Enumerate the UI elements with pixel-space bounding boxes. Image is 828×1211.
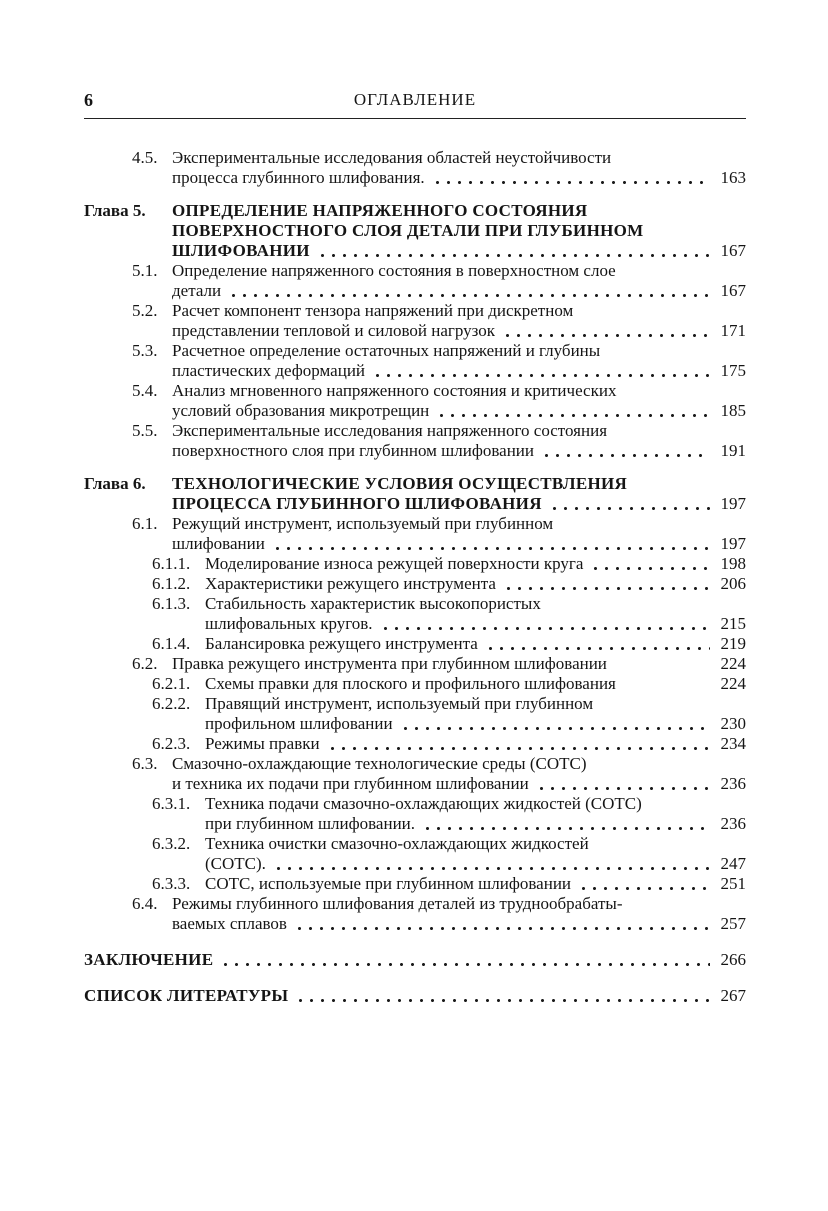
toc-entry-text: Режущий инструмент, используемый при глубинном bbox=[172, 514, 554, 533]
toc-entry-text: шлифовании bbox=[172, 534, 265, 553]
toc-entry-text: Схемы правки для плоского и профильного шлифования bbox=[205, 674, 616, 693]
toc-entry-body bbox=[205, 634, 746, 654]
toc-entry-text: шлифовальных кругов. bbox=[205, 614, 373, 633]
toc-entry-page: 219 bbox=[720, 634, 746, 653]
toc-entry bbox=[84, 894, 746, 934]
page-number: 6 bbox=[84, 90, 93, 110]
dot-leader bbox=[432, 168, 710, 188]
toc-entry-page: 230 bbox=[720, 714, 746, 733]
toc-entry-line bbox=[172, 321, 746, 341]
toc-entry-page: 236 bbox=[720, 814, 746, 833]
toc-entry-text: Стабильность характеристик высокопористых bbox=[205, 594, 541, 613]
toc-entry-body bbox=[172, 514, 746, 554]
toc-entry-line bbox=[205, 614, 746, 634]
toc-entry-label: 6.1.1. bbox=[152, 554, 191, 573]
toc-entry-label: Глава 6. bbox=[84, 474, 146, 493]
toc-entry-body bbox=[205, 554, 746, 574]
dot-leader bbox=[623, 674, 710, 694]
toc-entry-line bbox=[172, 914, 746, 934]
toc-entry-text: Правящий инструмент, используемый при глубинном bbox=[205, 694, 594, 713]
toc-entry-body bbox=[172, 301, 746, 341]
toc-entry bbox=[84, 514, 746, 554]
toc-entry-body bbox=[205, 674, 746, 694]
toc-entry bbox=[84, 201, 746, 261]
toc-entry-label: 5.1. bbox=[132, 261, 158, 280]
dot-leader bbox=[590, 554, 710, 574]
toc-entry-label: 6.2.3. bbox=[152, 734, 191, 753]
toc-entry-line bbox=[172, 381, 746, 401]
toc-entry-body bbox=[172, 894, 746, 934]
toc-entry-line bbox=[172, 421, 746, 441]
dot-leader bbox=[317, 241, 710, 261]
dot-leader bbox=[327, 734, 710, 754]
toc-entry-line bbox=[172, 281, 746, 301]
toc-entry-page: 171 bbox=[720, 321, 746, 340]
toc-entry-text: поверхностного слоя при глубинном шлифовании bbox=[172, 441, 535, 460]
toc-entry-page: 167 bbox=[720, 281, 746, 300]
toc-entry bbox=[84, 634, 746, 654]
toc-entry-line bbox=[172, 514, 746, 534]
page-header bbox=[84, 90, 746, 112]
toc-entry-text: Техника подачи смазочно-охлаждающих жидкостей (СОТС) bbox=[205, 794, 642, 813]
toc-entry-label: 6.2.1. bbox=[152, 674, 191, 693]
toc-entry-body bbox=[172, 381, 746, 421]
toc-entry-body bbox=[172, 421, 746, 461]
page-title: ОГЛАВЛЕНИЕ bbox=[353, 90, 477, 109]
toc-entry-body bbox=[172, 754, 746, 794]
toc-entry bbox=[84, 554, 746, 574]
toc-entry bbox=[84, 694, 746, 734]
toc-entry-label: 4.5. bbox=[132, 148, 158, 167]
toc-entry-line bbox=[205, 594, 746, 614]
toc-entry-page: 198 bbox=[720, 554, 746, 573]
toc-entry-line bbox=[205, 734, 746, 754]
toc-entry-line bbox=[172, 361, 746, 381]
dot-leader bbox=[541, 441, 710, 461]
toc-entry-line bbox=[172, 441, 746, 461]
toc-entry-text: Расчетное определение остаточных напряжений и глубины bbox=[172, 341, 601, 360]
toc-entry-body bbox=[172, 341, 746, 381]
toc-entry-line bbox=[205, 814, 746, 834]
toc-entry-body bbox=[172, 474, 746, 514]
toc-entry-label: 6.2. bbox=[132, 654, 158, 673]
dot-leader bbox=[436, 401, 710, 421]
toc-entry-text: Характеристики режущего инструмента bbox=[205, 574, 496, 593]
toc-entry-text: ПОВЕРХНОСТНОГО СЛОЯ ДЕТАЛИ ПРИ ГЛУБИННОМ bbox=[172, 221, 644, 240]
toc-entry-line bbox=[205, 714, 746, 734]
dot-leader bbox=[220, 950, 710, 970]
toc-entry-line bbox=[205, 634, 746, 654]
toc-entry-text: детали bbox=[172, 281, 222, 300]
toc-entry-text: Расчет компонент тензора напряжений при дискретном bbox=[172, 301, 574, 320]
toc-entry-body bbox=[84, 986, 746, 1006]
toc-entry-body bbox=[205, 594, 746, 634]
dot-leader bbox=[228, 281, 710, 301]
toc-entry-body bbox=[205, 734, 746, 754]
toc-entry bbox=[84, 261, 746, 301]
toc-entry bbox=[84, 381, 746, 421]
toc-entry-page: 266 bbox=[720, 950, 746, 969]
dot-leader bbox=[422, 814, 710, 834]
toc-entry bbox=[84, 421, 746, 461]
toc-entry-page: 206 bbox=[720, 574, 746, 593]
dot-leader bbox=[503, 574, 710, 594]
toc-entry-page: 224 bbox=[720, 674, 746, 693]
dot-leader bbox=[549, 494, 710, 514]
toc-entry-text: ПРОЦЕССА ГЛУБИННОГО ШЛИФОВАНИЯ bbox=[172, 494, 542, 513]
toc-entry-page: 257 bbox=[720, 914, 746, 933]
toc-entry-body bbox=[172, 148, 746, 188]
dot-leader bbox=[380, 614, 710, 634]
toc-entry bbox=[84, 341, 746, 381]
toc-entry-line bbox=[84, 986, 746, 1006]
toc-entry-text: и техника их подачи при глубинном шлифовании bbox=[172, 774, 529, 793]
toc-entry bbox=[84, 474, 746, 514]
toc-entry-label: 6.1.2. bbox=[152, 574, 191, 593]
dot-leader bbox=[536, 774, 710, 794]
toc-entry-label: 6.3.2. bbox=[152, 834, 191, 853]
toc-entry-text: Определение напряженного состояния в поверхностном слое bbox=[172, 261, 616, 280]
toc-entry-text: Экспериментальные исследования напряженного состояния bbox=[172, 421, 608, 440]
toc-entry-page: 251 bbox=[720, 874, 746, 893]
toc-entry-text: СПИСОК ЛИТЕРАТУРЫ bbox=[84, 986, 289, 1005]
toc-entry-line bbox=[172, 341, 746, 361]
toc-entry-body bbox=[205, 574, 746, 594]
toc-list bbox=[84, 119, 746, 1006]
toc-entry-label: 6.1.4. bbox=[152, 634, 191, 653]
toc-entry-text: ваемых сплавов bbox=[172, 914, 287, 933]
toc-entry bbox=[84, 834, 746, 874]
toc-entry-text: Балансировка режущего инструмента bbox=[205, 634, 478, 653]
toc-entry-label: 5.4. bbox=[132, 381, 158, 400]
toc-entry-label: 6.3.1. bbox=[152, 794, 191, 813]
toc-entry-text: Режимы правки bbox=[205, 734, 320, 753]
toc-entry-page: 224 bbox=[720, 654, 746, 673]
toc-entry-line bbox=[172, 261, 746, 281]
toc-entry-label: 6.1. bbox=[132, 514, 158, 533]
toc-entry-line bbox=[205, 554, 746, 574]
dot-leader bbox=[502, 321, 710, 341]
toc-entry-line bbox=[205, 834, 746, 854]
toc-entry-label: 5.3. bbox=[132, 341, 158, 360]
toc-entry-line bbox=[172, 534, 746, 554]
toc-entry-line bbox=[172, 774, 746, 794]
toc-entry-label: 5.2. bbox=[132, 301, 158, 320]
dot-leader bbox=[294, 914, 710, 934]
toc-entry-text: процесса глубинного шлифования. bbox=[172, 168, 425, 187]
dot-leader bbox=[400, 714, 710, 734]
toc-entry-text: ТЕХНОЛОГИЧЕСКИЕ УСЛОВИЯ ОСУЩЕСТВЛЕНИЯ bbox=[172, 474, 628, 493]
dot-leader bbox=[485, 634, 710, 654]
toc-entry-line bbox=[205, 794, 746, 814]
toc-entry-text: Экспериментальные исследования областей неустойчивости bbox=[172, 148, 612, 167]
toc-entry-line bbox=[205, 694, 746, 714]
toc-entry-text: (СОТС). bbox=[205, 854, 266, 873]
toc-entry-line bbox=[172, 148, 746, 168]
dot-leader bbox=[272, 534, 710, 554]
toc-entry-line bbox=[172, 754, 746, 774]
toc-entry-label: 6.3. bbox=[132, 754, 158, 773]
toc-entry-text: Анализ мгновенного напряженного состояния и критических bbox=[172, 381, 617, 400]
toc-entry-line bbox=[172, 494, 746, 514]
toc-entry-page: 215 bbox=[720, 614, 746, 633]
toc-entry-text: Режимы глубинного шлифования деталей из труднообрабаты- bbox=[172, 894, 623, 913]
toc-entry-text: Правка режущего инструмента при глубинном шлифовании bbox=[172, 654, 607, 673]
toc-entry-body bbox=[205, 694, 746, 734]
toc-entry-page: 234 bbox=[720, 734, 746, 753]
toc-entry bbox=[84, 674, 746, 694]
toc-entry bbox=[84, 148, 746, 188]
toc-entry-body bbox=[205, 874, 746, 894]
toc-entry-text: ОПРЕДЕЛЕНИЕ НАПРЯЖЕННОГО СОСТОЯНИЯ bbox=[172, 201, 588, 220]
toc-entry bbox=[84, 574, 746, 594]
toc-entry-body bbox=[172, 201, 746, 261]
toc-entry-line bbox=[172, 168, 746, 188]
toc-entry-line bbox=[205, 874, 746, 894]
toc-entry-page: 236 bbox=[720, 774, 746, 793]
toc-entry-text: представлении тепловой и силовой нагрузок bbox=[172, 321, 495, 340]
toc-entry bbox=[84, 986, 746, 1006]
toc-entry-text: условий образования микротрещин bbox=[172, 401, 430, 420]
toc-entry-body bbox=[172, 654, 746, 674]
toc-entry bbox=[84, 950, 746, 970]
toc-entry-line bbox=[205, 674, 746, 694]
toc-entry-text: при глубинном шлифовании. bbox=[205, 814, 416, 833]
toc-entry-page: 167 bbox=[720, 241, 746, 260]
toc-entry-page: 267 bbox=[720, 986, 746, 1005]
toc-entry-text: Моделирование износа режущей поверхности круга bbox=[205, 554, 584, 573]
toc-entry-text: профильном шлифовании bbox=[205, 714, 393, 733]
dot-leader bbox=[614, 654, 710, 674]
toc-entry-page: 163 bbox=[720, 168, 746, 187]
toc-entry bbox=[84, 734, 746, 754]
toc-entry-label: 6.3.3. bbox=[152, 874, 191, 893]
toc-entry bbox=[84, 594, 746, 634]
toc-entry bbox=[84, 754, 746, 794]
toc-entry-text: ЗАКЛЮЧЕНИЕ bbox=[84, 950, 214, 969]
dot-leader bbox=[372, 361, 710, 381]
toc-entry-line bbox=[172, 654, 746, 674]
toc-entry-body bbox=[205, 794, 746, 834]
toc-entry-body bbox=[205, 834, 746, 874]
toc-entry-page: 247 bbox=[720, 854, 746, 873]
toc-entry-line bbox=[172, 474, 746, 494]
toc-entry-line bbox=[172, 894, 746, 914]
toc-entry bbox=[84, 794, 746, 834]
toc-entry-text: пластических деформаций bbox=[172, 361, 366, 380]
toc-entry-body bbox=[84, 950, 746, 970]
toc-entry-line bbox=[172, 301, 746, 321]
toc-entry-page: 185 bbox=[720, 401, 746, 420]
dot-leader bbox=[273, 854, 710, 874]
toc-entry-label: Глава 5. bbox=[84, 201, 146, 220]
dot-leader bbox=[578, 874, 710, 894]
toc-entry-label: 6.1.3. bbox=[152, 594, 191, 613]
toc-entry bbox=[84, 874, 746, 894]
toc-entry-label: 5.5. bbox=[132, 421, 158, 440]
toc-entry-line bbox=[84, 950, 746, 970]
toc-entry-line bbox=[205, 854, 746, 874]
toc-entry-line bbox=[172, 401, 746, 421]
toc-entry-line bbox=[172, 221, 746, 241]
toc-entry-line bbox=[172, 241, 746, 261]
toc-entry-line bbox=[172, 201, 746, 221]
toc-entry-text: Смазочно-охлаждающие технологические среды (СОТС) bbox=[172, 754, 587, 773]
toc-entry-label: 6.2.2. bbox=[152, 694, 191, 713]
toc-entry-page: 197 bbox=[720, 494, 746, 513]
dot-leader bbox=[295, 986, 710, 1006]
toc-entry bbox=[84, 301, 746, 341]
toc-entry bbox=[84, 654, 746, 674]
toc-entry-text: СОТС, используемые при глубинном шлифовании bbox=[205, 874, 572, 893]
toc-entry-page: 191 bbox=[720, 441, 746, 460]
toc-entry-page: 197 bbox=[720, 534, 746, 553]
toc-entry-page: 175 bbox=[720, 361, 746, 380]
toc-entry-text: ШЛИФОВАНИИ bbox=[172, 241, 310, 260]
toc-entry-body bbox=[172, 261, 746, 301]
toc-entry-label: 6.4. bbox=[132, 894, 158, 913]
toc-entry-text: Техника очистки смазочно-охлаждающих жидкостей bbox=[205, 834, 589, 853]
toc-entry-line bbox=[205, 574, 746, 594]
